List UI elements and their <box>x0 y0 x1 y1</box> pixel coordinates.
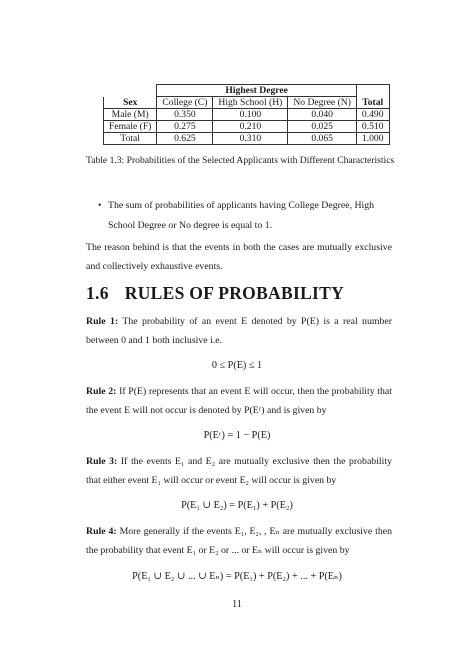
rule-label: Rule 4: <box>86 526 117 537</box>
cell-high-school: 0.100 <box>213 109 288 121</box>
table-corner-empty <box>104 85 157 97</box>
rule-text: If the events E₁ and E₂ are mutually exclusive then the probability that either event E₁ will occur or event E₂ will occur is given by <box>86 456 392 486</box>
bullet-item <box>98 196 398 236</box>
table-row <box>104 109 390 121</box>
rule-text: More generally if the events E₁, E₂, , Eₙ are mutually exclusive then the probability that event E₁ or E₂ or ... or Eₙ will occur is given by <box>86 526 392 556</box>
row-label: Male (M) <box>104 109 157 121</box>
rule-4-formula: P(E₁ ∪ E₂ ∪ ... ∪ Eₙ) = P(E₁) + P(E₂) + ... + P(Eₙ) <box>132 571 342 582</box>
table-group-header-row <box>104 85 390 97</box>
rule-label: Rule 3: <box>86 456 118 467</box>
rule-2-paragraph <box>86 382 392 420</box>
row-label: Total <box>104 133 157 145</box>
bullet-icon: • <box>98 200 102 211</box>
rule-1-paragraph <box>86 312 392 350</box>
rule-label: Rule 2: <box>86 386 117 397</box>
section-title: RULES OF PROBABILITY <box>124 283 345 303</box>
table-header-total: Total <box>356 97 389 109</box>
table-header-high-school: High School (H) <box>213 97 288 109</box>
cell-total: 1.000 <box>356 133 389 145</box>
cell-no-degree: 0.040 <box>288 109 357 121</box>
section-number: 1.6 <box>86 283 109 303</box>
rule-text: If P(E) represents that an event E will occur, then the probability that the event E will not occur is denoted by P(Eᶜ) and is given by <box>86 386 392 416</box>
page-number: 11 <box>232 599 242 610</box>
table-header-no-degree: No Degree (N) <box>288 97 357 109</box>
cell-no-degree: 0.025 <box>288 121 357 133</box>
cell-total: 0.490 <box>356 109 389 121</box>
row-label: Female (F) <box>104 121 157 133</box>
rule-text: The probability of an event E denoted by P(E) is a real number between 0 and 1 both inclusive i.e. <box>86 316 392 346</box>
table-row <box>104 121 390 133</box>
table-row <box>104 133 390 145</box>
rule-1-formula: 0 ≤ P(E) ≤ 1 <box>211 360 263 371</box>
table-corner-empty-right <box>356 85 389 97</box>
cell-total: 0.510 <box>356 121 389 133</box>
table-header-college: College (C) <box>157 97 213 109</box>
table-group-header: Highest Degree <box>157 85 357 97</box>
rule-4-paragraph <box>86 522 392 560</box>
rule-2-formula: P(Eᶜ) = 1 − P(E) <box>203 430 271 441</box>
rule-label: Rule 1: <box>86 316 119 327</box>
table-header-sex: Sex <box>104 97 157 109</box>
table-caption: Table 1.3: Probabilities of the Selected Applicants with Different Characteristics <box>86 155 395 166</box>
cell-college: 0.350 <box>157 109 213 121</box>
table-header-row <box>104 97 390 109</box>
reason-paragraph: The reason behind is that the events in both the cases are mutually exclusive and collectively exhaustive events. <box>86 242 392 272</box>
cell-college: 0.275 <box>157 121 213 133</box>
section-heading <box>86 283 344 304</box>
bullet-text: The sum of probabilities of applicants having College Degree, High School Degree or No degree is equal to 1. <box>108 200 375 231</box>
probability-table <box>103 84 390 145</box>
cell-high-school: 0.310 <box>213 133 288 145</box>
cell-no-degree: 0.065 <box>288 133 357 145</box>
cell-college: 0.625 <box>157 133 213 145</box>
rule-3-paragraph <box>86 452 392 490</box>
rule-3-formula: P(E₁ ∪ E₂) = P(E₁) + P(E₂) <box>181 500 293 511</box>
cell-high-school: 0.210 <box>213 121 288 133</box>
